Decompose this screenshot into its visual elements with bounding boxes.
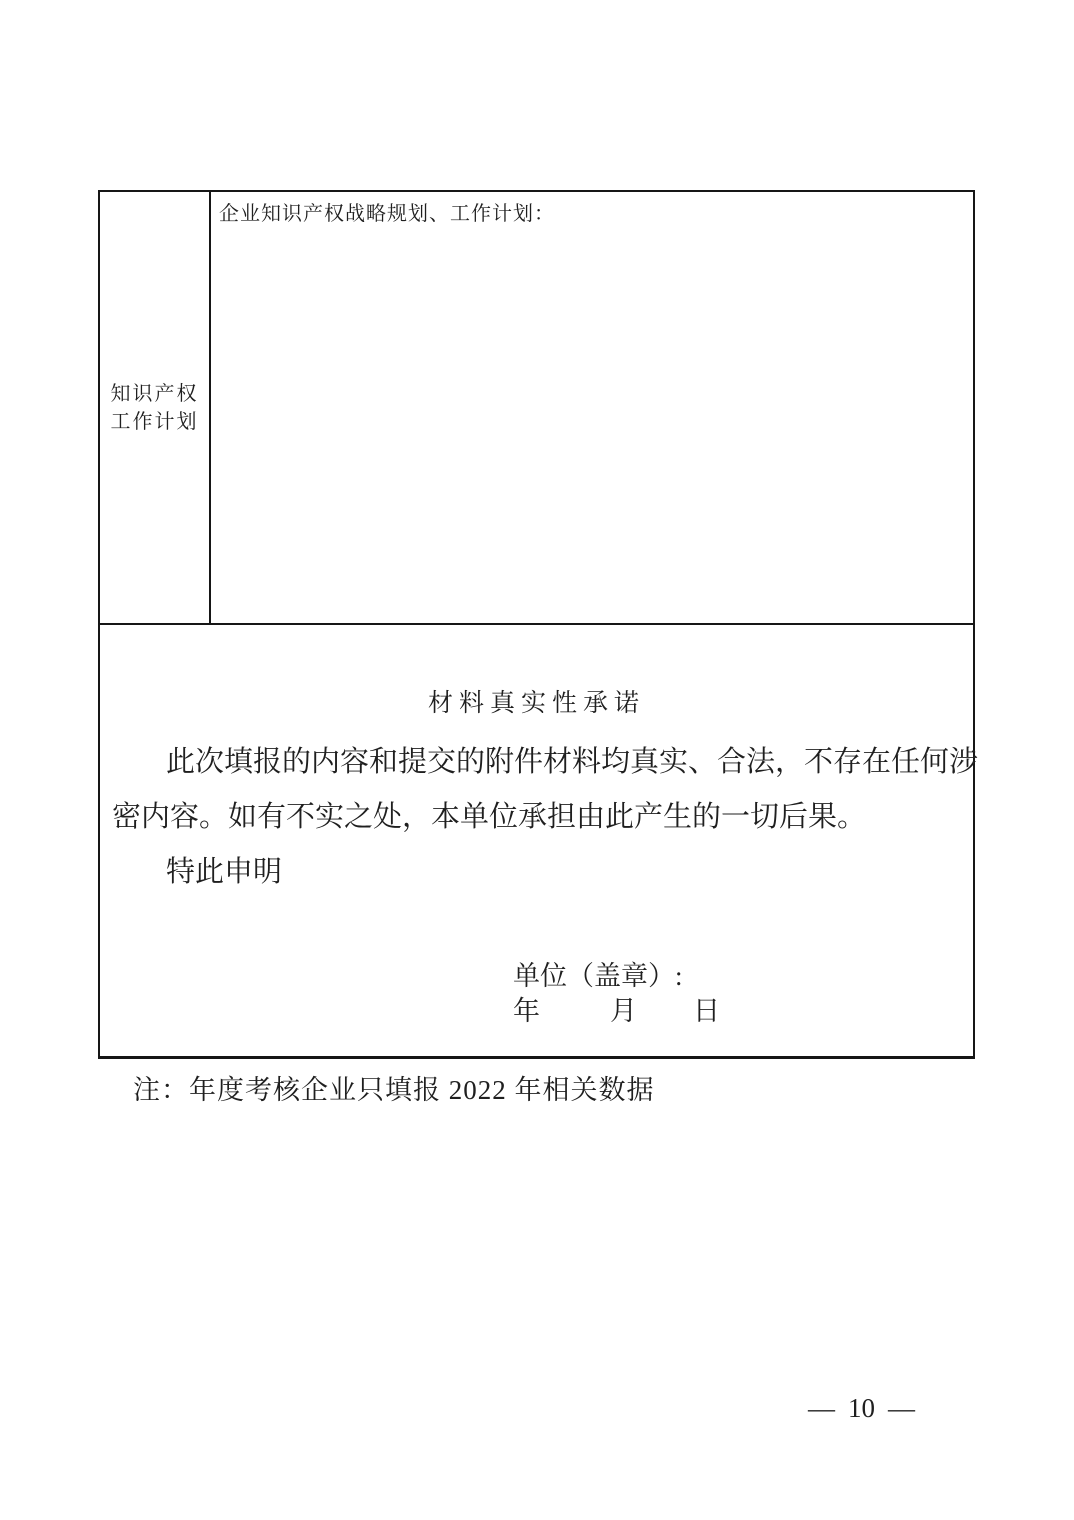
date-line [513,989,720,1028]
plan-row-label-cell [100,192,211,623]
page-number-dash-left: — [808,1393,835,1423]
page-number-dash-right: — [888,1393,915,1423]
plan-content-empty-area [211,226,973,623]
date-day-label: 日 [693,996,720,1026]
footnote: 注：年度考核企业只填报 2022 年相关数据 [133,1075,655,1105]
commitment-title: 材料真实性承诺 [427,690,645,717]
seal-label: 单位（盖章）: [513,961,683,991]
date-month-label: 月 [610,996,637,1026]
page-number [808,1393,915,1424]
page-number-value: 10 [848,1393,875,1423]
plan-row-label-line1: 知识产权 [110,382,199,405]
plan-row-label-line2: 工作计划 [110,410,199,433]
commitment-section [100,625,979,1056]
commitment-body-line-1: 此次填报的内容和提交的附件材料均真实、合法，不存在任何涉 [166,746,979,778]
form-table [98,190,979,1059]
plan-row [100,192,973,625]
commitment-declaration: 特此申明 [166,856,283,888]
date-year-label: 年 [513,996,540,1026]
plan-content-cell [211,192,973,623]
commitment-body-line-2: 密内容。如有不实之处，本单位承担由此产生的一切后果。 [112,801,867,833]
plan-content-header: 企业知识产权战略规划、工作计划： [219,203,555,225]
